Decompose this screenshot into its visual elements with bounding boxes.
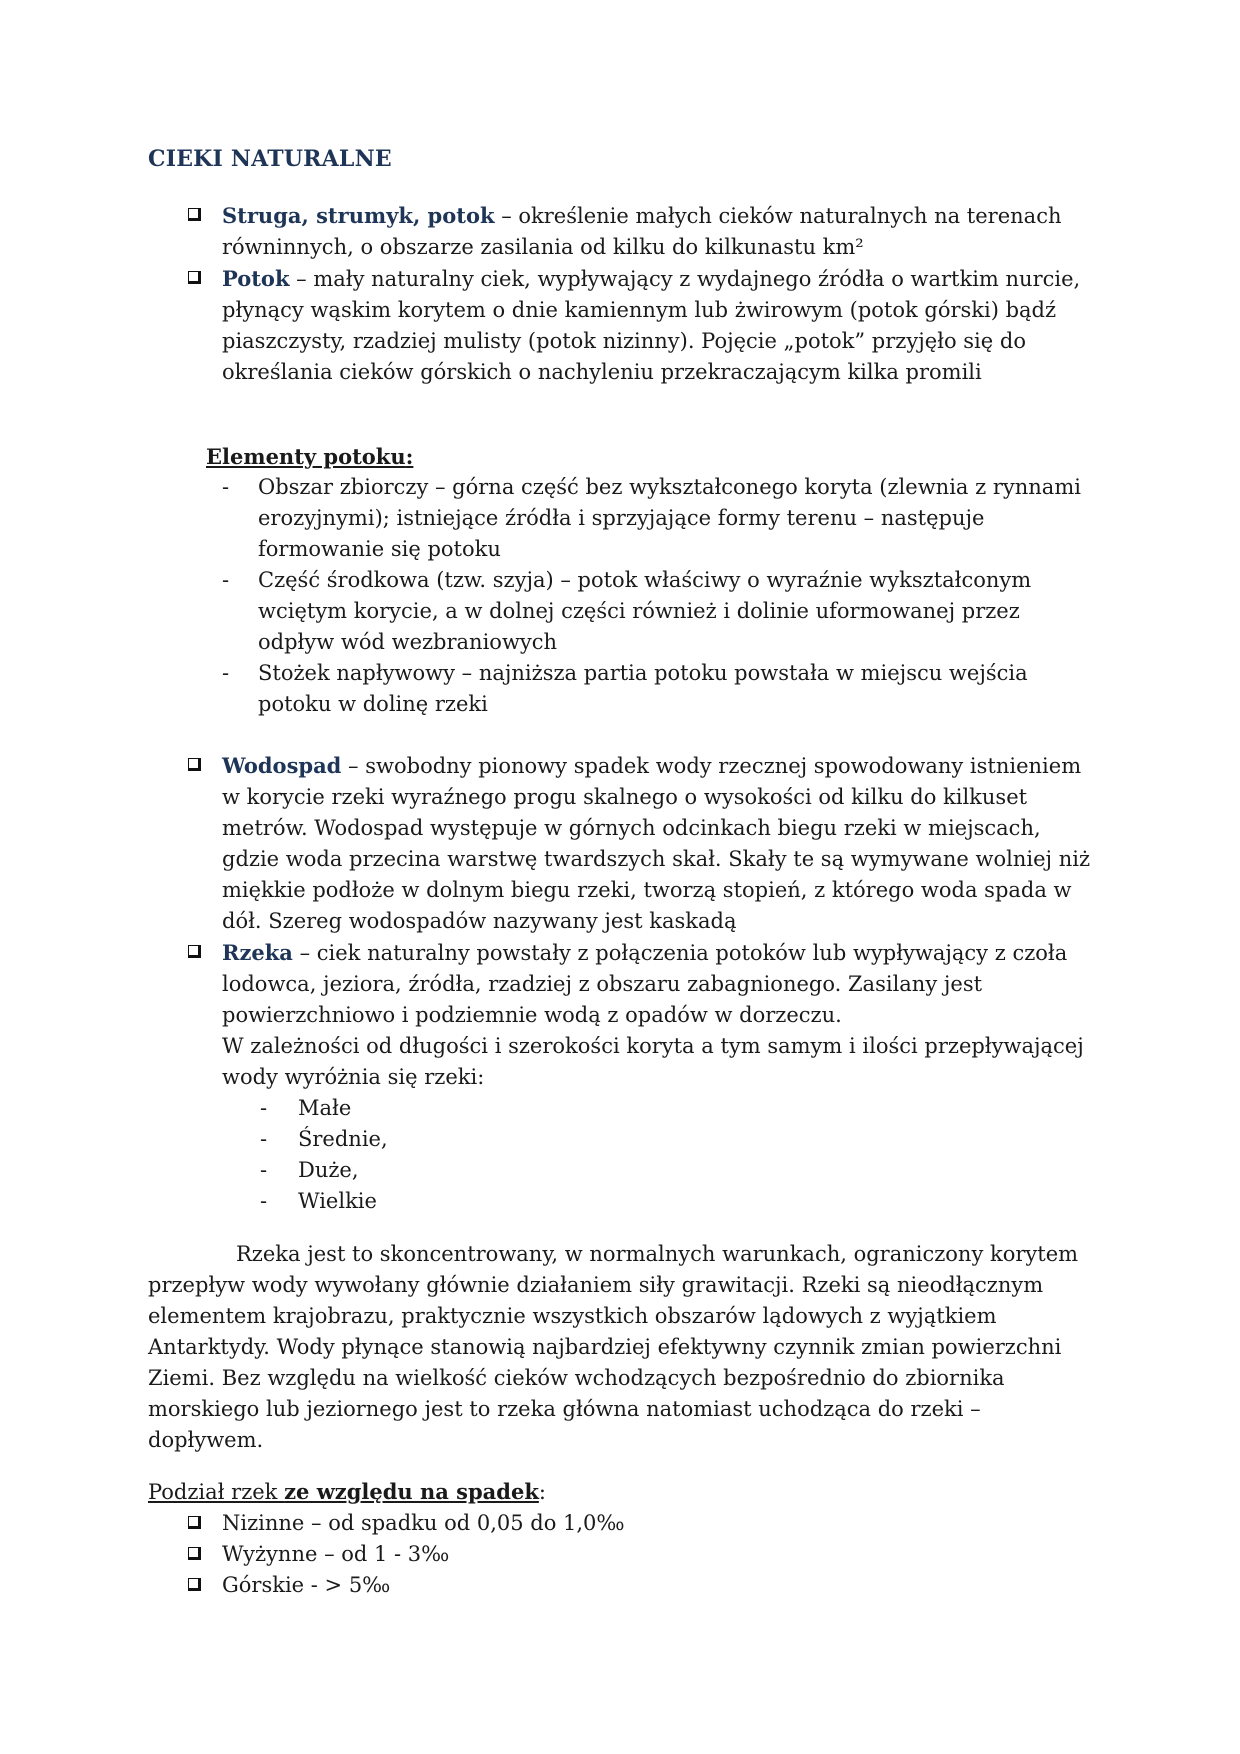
colon: : <box>405 444 414 469</box>
rzeka-sizes-intro: W zależności od długości i szerokości koryta a tym samym i ilości przepływającej wody wyróżnia się rzeki: <box>222 1034 1084 1089</box>
list-item-text: Stożek napływowy – najniższa partia potoku powstała w miejscu wejścia potoku w dolinę rzeki <box>258 661 1028 716</box>
checkbox-bullet-icon <box>188 758 201 771</box>
definition-text: – mały naturalny ciek, wypływający z wydajnego źródła o wartkim nurcie, płynący wąskim korytem o dnie kamiennym lub żwirowym (potok górski) bądź piaszczysty, rzadziej mulisty (potok nizinny). Pojęcie „potok” przyjęło się do określania cieków górskich o nachyleniu przekraczającym kilka promili <box>222 267 1081 384</box>
body-paragraph: Rzeka jest to skoncentrowany, w normalnych warunkach, ograniczony korytem przepływ wody wywołany głównie działaniem siły grawitacji. Rzeki są nieodłącznym elementem krajobrazu, praktycznie wszystkich obszarów lądowych z wyjątkiem Antarktydy. Wody płynące stanowią najbardziej efektywny czynnik zmian powierzchni Ziemi. Bez względu na wielkość cieków wchodzących bezpośrednio do zbiornika morskiego lub jeziornego jest to rzeka główna natomiast uchodząca do rzeki – dopływem. <box>148 1242 1079 1452</box>
checkbox-bullet-icon <box>188 1578 201 1591</box>
list-item-text: Obszar zbiorczy – górna część bez wykształconego koryta (zlewnia z rynnami erozyjnymi); istniejące źródła i sprzyjające formy terenu – następuje formowanie się potoku <box>258 475 1081 561</box>
term: Rzeka <box>222 940 293 965</box>
list-item <box>148 1539 1098 1570</box>
definition-potok <box>148 263 1098 388</box>
list-item-text: Wyżynne – od 1 - 3‰ <box>222 1542 450 1566</box>
slope-heading-plain: Podział rzek <box>148 1480 285 1504</box>
dash-bullet-icon: - <box>222 475 230 499</box>
list-item <box>148 565 1098 658</box>
list-item-text: Małe <box>298 1096 352 1120</box>
definition-text: – swobodny pionowy spadek wody rzecznej spowodowany istnieniem w korycie rzeki wyraźnego progu skalnego o wysokości od kilku do kilkuset metrów. Wodospad występuje w górnych odcinkach biegu rzeki w miejscach, gdzie woda przecina warstwę twardszych skał. Skały te są wymywane wolniej niż miękkie podłoże w dolnym biegu rzeki, tworzą stopień, z którego woda spada w dół. Szereg wodospadów nazywany jest kaskadą <box>222 754 1091 933</box>
page-title: CIEKI NATURALNE <box>148 146 392 172</box>
term: Struga, strumyk, potok <box>222 203 495 228</box>
checkbox-bullet-icon <box>188 208 201 221</box>
definition-wodospad <box>148 750 1098 937</box>
rzeka-paragraph <box>148 1239 1098 1456</box>
checkbox-bullet-icon <box>188 945 201 958</box>
list-item <box>148 1186 1098 1217</box>
list-item <box>148 1124 1098 1155</box>
list-item <box>148 472 1098 565</box>
list-item-text: Średnie, <box>298 1127 388 1151</box>
dash-bullet-icon: - <box>260 1189 268 1213</box>
list-item <box>148 1155 1098 1186</box>
section-heading <box>148 441 1098 472</box>
definition-text: – ciek naturalny powstały z połączenia potoków lub wypływający z czoła lodowca, jeziora, źródła, rzadziej z obszaru zabagnionego. Zasilany jest powierzchniowo i podziemnie wodą z opadów w dorzeczu. <box>222 941 1068 1027</box>
checkbox-bullet-icon <box>188 1547 201 1560</box>
dash-bullet-icon: - <box>222 568 230 592</box>
definition-rzeka <box>148 937 1098 1031</box>
term: Wodospad <box>222 753 342 778</box>
checkbox-bullet-icon <box>188 1516 201 1529</box>
definitions-list-1 <box>148 200 1098 388</box>
list-item <box>148 1508 1098 1539</box>
slope-heading-bold: ze względu na spadek <box>284 1479 539 1504</box>
dash-bullet-icon: - <box>222 661 230 685</box>
list-item-text: Wielkie <box>298 1189 377 1213</box>
checkbox-bullet-icon <box>188 271 201 284</box>
colon: : <box>538 1480 546 1504</box>
elements-section <box>148 441 1098 720</box>
list-item-text: Część środkowa (tzw. szyja) – potok właściwy o wyraźnie wykształconym wciętym korycie, a w dolnej części również i dolinie uformowanej przez odpływ wód wezbraniowych <box>258 568 1032 654</box>
definitions-list-2 <box>148 750 1098 1217</box>
dash-bullet-icon: - <box>260 1158 268 1182</box>
list-item <box>148 658 1098 720</box>
slope-heading <box>148 1476 1098 1508</box>
list-item-text: Nizinne – od spadku od 0,05 do 1,0‰ <box>222 1511 625 1535</box>
definition-struga <box>148 200 1098 263</box>
slope-section <box>148 1476 1098 1601</box>
definition-text: – określenie małych cieków naturalnych na terenach równinnych, o obszarze zasilania od kilku do kilkunastu km² <box>222 204 1062 259</box>
section-heading-text: Elementy potoku <box>206 444 406 469</box>
dash-bullet-icon: - <box>260 1096 268 1120</box>
list-item <box>148 1570 1098 1601</box>
term: Potok <box>222 266 290 291</box>
list-item-text: Górskie - > 5‰ <box>222 1573 391 1597</box>
dash-bullet-icon: - <box>260 1127 268 1151</box>
list-item-text: Duże, <box>298 1158 359 1182</box>
list-item <box>148 1093 1098 1124</box>
